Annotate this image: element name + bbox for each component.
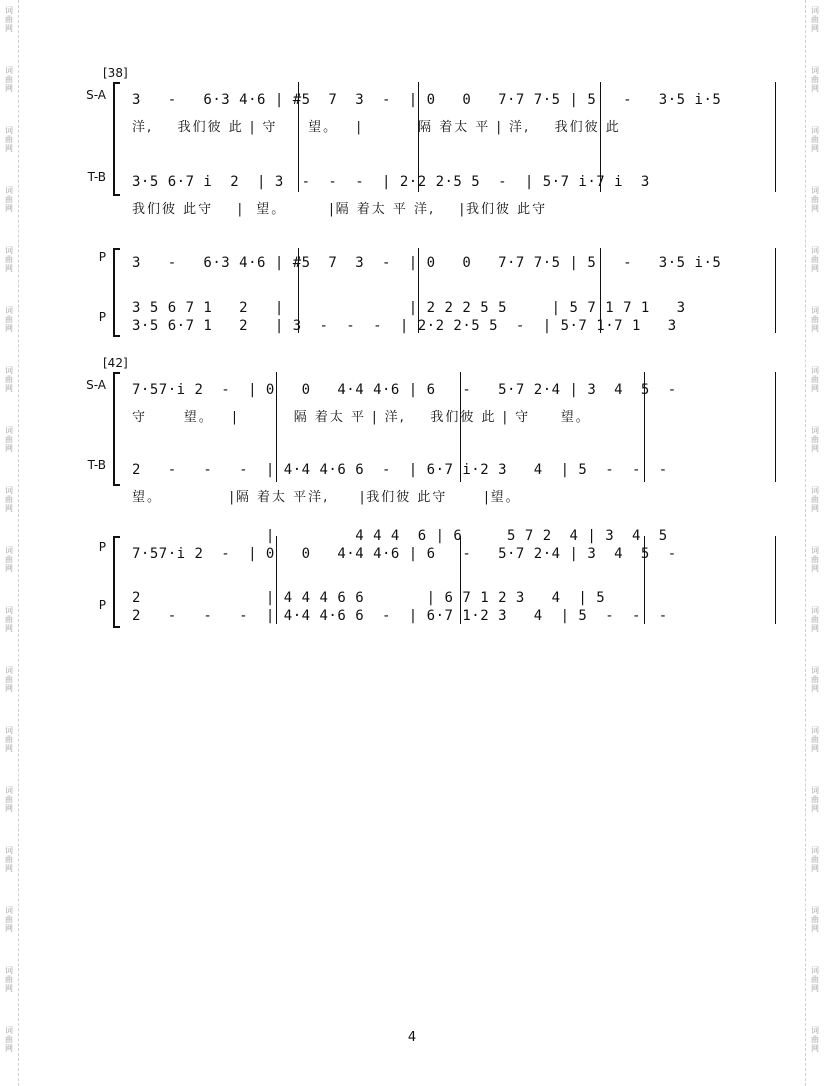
- piano-brace: [113, 536, 120, 628]
- watermark-mark: 词 曲 网: [811, 6, 819, 33]
- watermark-mark: 词 曲 网: [5, 1026, 13, 1053]
- sa-lyrics: 洋, 我们彼 此 | 守 望。 | 隔 着太 平 | 洋, 我们彼 此: [132, 120, 621, 135]
- watermark-mark: 词 曲 网: [5, 426, 13, 453]
- page-number: 4: [407, 1030, 417, 1045]
- watermark-mark: 词 曲 网: [5, 366, 13, 393]
- watermark-mark: 词 曲 网: [811, 126, 819, 153]
- part-label-p1: P: [98, 540, 106, 554]
- watermark-mark: 词 曲 网: [5, 246, 13, 273]
- part-label-sa: S-A: [86, 378, 106, 392]
- part-label-p1: P: [98, 250, 106, 264]
- watermark-mark: 词 曲 网: [5, 666, 13, 693]
- watermark-column-left: [0, 0, 19, 1086]
- watermark-mark: 词 曲 网: [5, 726, 13, 753]
- watermark-mark: 词 曲 网: [5, 846, 13, 873]
- watermark-mark: 词 曲 网: [5, 486, 13, 513]
- tb-notes: 2 - - - | 4·4 4·6 6 - | 6·7 i·2 3 4 | 5 - - -: [132, 462, 668, 478]
- piano-upper-upper-voice: | 4 4 4 6 | 6 5 7 2 4 | 3 4 5: [132, 528, 668, 544]
- watermark-mark: 词 曲 网: [5, 546, 13, 573]
- watermark-column-right: [805, 0, 824, 1086]
- piano-lower-notes: 2 - - - | 4·4 4·6 6 - | 6·7 1·2 3 4 | 5 - - -: [132, 608, 668, 624]
- watermark-mark: 词 曲 网: [811, 486, 819, 513]
- watermark-mark: 词 曲 网: [811, 666, 819, 693]
- watermark-mark: 词 曲 网: [5, 66, 13, 93]
- watermark-mark: 词 曲 网: [811, 1026, 819, 1053]
- part-label-p2: P: [98, 310, 106, 324]
- piano-lower-upper-voice: 3 5 6 7 1 2 | | 2 2 2 5 5 | 5 7 1 7 1 3: [132, 300, 686, 316]
- watermark-mark: 词 曲 网: [811, 786, 819, 813]
- piano-lower-upper-voice: 2 | 4 4 4 6 6 | 6 7 1 2 3 4 | 5: [132, 590, 606, 606]
- piano-upper-notes: 7·57·i 2 - | 0 0 4·4 4·6 | 6 - 5·7 2·4 | 3 4 5 -: [132, 546, 677, 562]
- measure-number: [42]: [103, 356, 128, 370]
- watermark-mark: 词 曲 网: [811, 186, 819, 213]
- watermark-mark: 词 曲 网: [811, 966, 819, 993]
- watermark-mark: 词 曲 网: [811, 66, 819, 93]
- sa-lyrics: 守 望。 | 隔 着太 平 | 洋, 我们彼 此 | 守 望。: [132, 410, 591, 425]
- watermark-mark: 词 曲 网: [5, 306, 13, 333]
- watermark-mark: 词 曲 网: [5, 6, 13, 33]
- watermark-mark: 词 曲 网: [811, 546, 819, 573]
- watermark-mark: 词 曲 网: [811, 366, 819, 393]
- watermark-mark: 词 曲 网: [811, 606, 819, 633]
- watermark-mark: 词 曲 网: [5, 186, 13, 213]
- piano-lower-notes: 3·5 6·7 1 2 | 3 - - - | 2·2 2·5 5 - | 5·7 1·7 1 3: [132, 318, 677, 334]
- tb-notes: 3·5 6·7 i 2 | 3 - - - | 2·2 2·5 5 - | 5·7 i·7 i 3: [132, 174, 650, 190]
- watermark-mark: 词 曲 网: [5, 606, 13, 633]
- part-label-tb: T-B: [87, 170, 106, 184]
- watermark-mark: 词 曲 网: [811, 246, 819, 273]
- part-label-tb: T-B: [87, 458, 106, 472]
- watermark-mark: 词 曲 网: [811, 426, 819, 453]
- watermark-mark: 词 曲 网: [5, 906, 13, 933]
- watermark-mark: 词 曲 网: [811, 726, 819, 753]
- piano-brace: [113, 248, 120, 337]
- watermark-mark: 词 曲 网: [5, 126, 13, 153]
- measure-number: [38]: [103, 66, 128, 80]
- part-label-sa: S-A: [86, 88, 106, 102]
- tb-lyrics: 望。 |隔 着太 平洋, |我们彼 此守 |望。: [132, 490, 521, 505]
- watermark-mark: 词 曲 网: [811, 306, 819, 333]
- watermark-mark: 词 曲 网: [5, 786, 13, 813]
- choir-brace: [113, 82, 120, 196]
- piano-upper-notes: 3 - 6·3 4·6 | #5 7 3 - | 0 0 7·7 7·5 | 5 - 3·5 i·5: [132, 255, 722, 271]
- sa-notes: 7·57·i 2 - | 0 0 4·4 4·6 | 6 - 5·7 2·4 | 3 4 5 -: [132, 382, 677, 398]
- part-label-p2: P: [98, 598, 106, 612]
- choir-brace: [113, 372, 120, 486]
- sa-notes: 3 - 6·3 4·6 | #5 7 3 - | 0 0 7·7 7·5 | 5 - 3·5 i·5: [132, 92, 722, 108]
- watermark-mark: 词 曲 网: [811, 906, 819, 933]
- watermark-mark: 词 曲 网: [5, 966, 13, 993]
- watermark-mark: 词 曲 网: [811, 846, 819, 873]
- tb-lyrics: 我们彼 此守 | 望。 |隔 着太 平 洋, |我们彼 此守: [132, 202, 548, 217]
